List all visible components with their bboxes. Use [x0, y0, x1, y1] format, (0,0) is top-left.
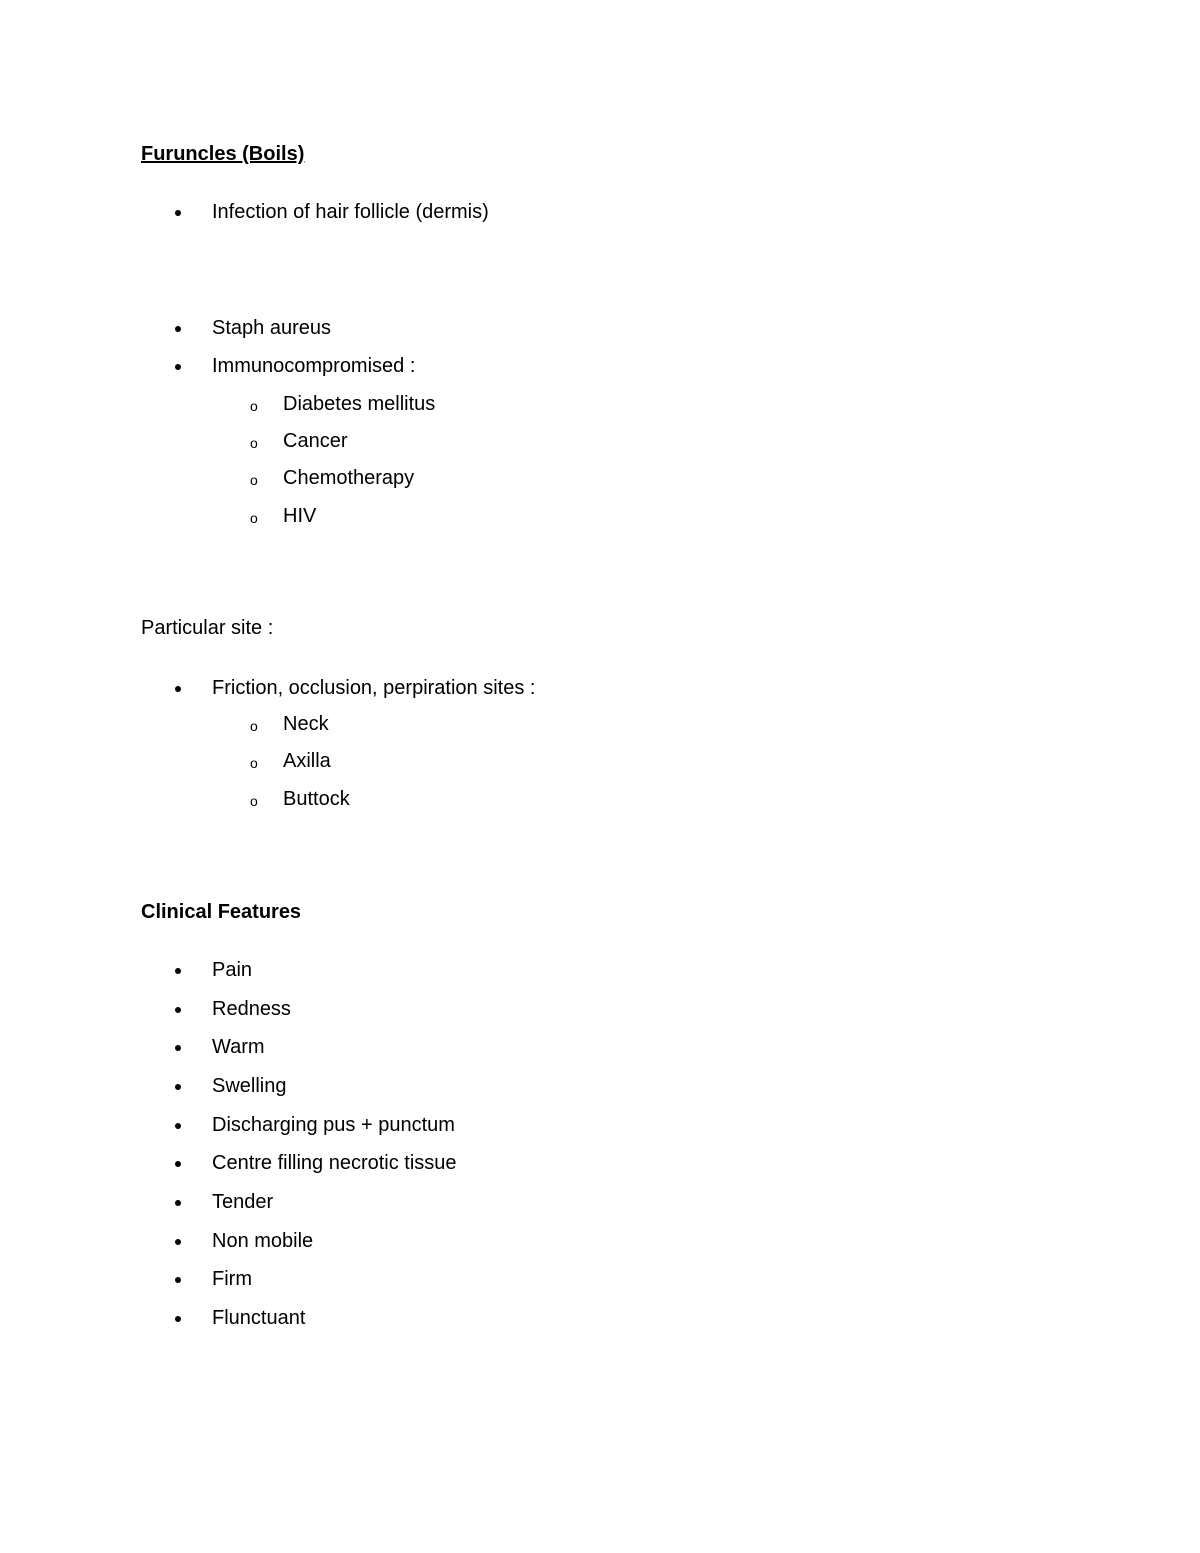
sub-bullet-icon: o [250, 398, 258, 414]
sub-list-item: Axilla [283, 750, 331, 772]
sub-bullet-icon: o [250, 472, 258, 488]
sub-list-item: Diabetes mellitus [283, 393, 436, 415]
list-item: Flunctuant [212, 1307, 306, 1329]
sub-list-item: Cancer [283, 430, 348, 452]
sub-list-item: Buttock [283, 788, 350, 810]
list-item: Redness [212, 998, 291, 1020]
list-item: Discharging pus + punctum [212, 1114, 455, 1136]
sub-bullet-icon: o [250, 793, 258, 809]
sub-list-item: Chemotherapy [283, 467, 415, 489]
section-title-furuncles: Furuncles (Boils) [141, 143, 305, 165]
bullet-icon [175, 1007, 181, 1013]
bullet-icon [175, 968, 181, 974]
bullet-icon [175, 364, 181, 370]
bullet-icon [175, 1239, 181, 1245]
bullet-icon [175, 1123, 181, 1129]
list-item: Staph aureus [212, 317, 331, 339]
sub-list-item: Neck [283, 713, 329, 735]
list-item: Centre filling necrotic tissue [212, 1152, 457, 1174]
list-item: Immunocompromised : [212, 355, 416, 377]
list-item: Friction, occlusion, perpiration sites : [212, 677, 536, 699]
sub-bullet-icon: o [250, 510, 258, 526]
section-title-clinical-features: Clinical Features [141, 901, 302, 923]
bullet-icon [175, 326, 181, 332]
sub-list-item: HIV [283, 505, 317, 527]
sub-bullet-icon: o [250, 718, 258, 734]
list-item: Non mobile [212, 1230, 314, 1252]
bullet-icon [175, 1084, 181, 1090]
list-item: Warm [212, 1036, 265, 1058]
bullet-icon [175, 1161, 181, 1167]
bullet-icon [175, 1277, 181, 1283]
bullet-icon [175, 1200, 181, 1206]
list-item: Pain [212, 959, 253, 981]
sub-bullet-icon: o [250, 435, 258, 451]
list-item: Swelling [212, 1075, 287, 1097]
list-item: Infection of hair follicle (dermis) [212, 201, 489, 223]
bullet-icon [175, 210, 181, 216]
bullet-icon [175, 1316, 181, 1322]
sub-bullet-icon: o [250, 755, 258, 771]
bullet-icon [175, 1045, 181, 1051]
list-item: Firm [212, 1268, 252, 1290]
bullet-icon [175, 686, 181, 692]
list-item: Tender [212, 1191, 274, 1213]
section-title-particular-site: Particular site : [141, 617, 274, 639]
